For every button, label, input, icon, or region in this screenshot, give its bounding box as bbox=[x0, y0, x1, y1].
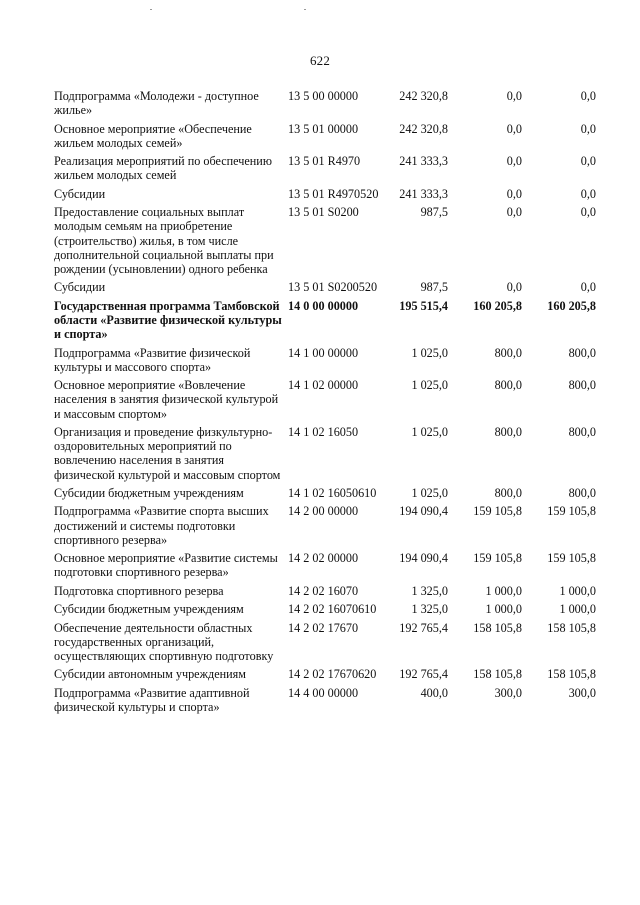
row-amount-3: 1 000,0 bbox=[559, 583, 596, 598]
table-row bbox=[54, 667, 616, 681]
row-amount-1: 1 025,0 bbox=[411, 378, 448, 393]
row-amount-1: 400,0 bbox=[420, 685, 448, 700]
row-amount-3: 158 105,8 bbox=[547, 620, 596, 635]
row-name: Реализация мероприятий по обеспечению жильем молодых семей bbox=[54, 154, 272, 183]
row-amount-1: 242 320,8 bbox=[399, 89, 448, 103]
row-amount-1: 241 333,3 bbox=[399, 154, 448, 169]
row-amount-2: 1 000,0 bbox=[485, 602, 522, 617]
row-target-code: 14 2 02 00000 bbox=[288, 551, 359, 566]
row-name: Организация и проведение физкультурно-оздоровительных мероприятий по вовлечению населения в занятия физической культурой и массовым спортом bbox=[54, 424, 281, 482]
row-amount-2: 158 105,8 bbox=[473, 667, 522, 682]
budget-table bbox=[54, 89, 616, 718]
row-amount-2: 158 105,8 bbox=[473, 620, 522, 635]
row-amount-1: 194 090,4 bbox=[399, 504, 448, 519]
table-row bbox=[54, 584, 616, 598]
row-name: Основное мероприятие «Развитие системы подготовки спортивного резерва» bbox=[54, 551, 278, 580]
row-amount-1: 194 090,4 bbox=[399, 551, 448, 566]
row-amount-2: 0,0 bbox=[506, 280, 522, 295]
row-expense-type-code: 610 bbox=[358, 485, 377, 500]
row-amount-1: 241 333,3 bbox=[399, 186, 448, 201]
table-row bbox=[54, 602, 616, 616]
row-code-cell bbox=[284, 551, 368, 565]
row-amount-2: 159 105,8 bbox=[473, 504, 522, 519]
row-amount-1: 1 025,0 bbox=[411, 485, 448, 500]
row-code-cell bbox=[284, 89, 368, 103]
row-amount-3: 0,0 bbox=[580, 205, 596, 220]
row-amount-2: 800,0 bbox=[494, 424, 522, 439]
row-code-cell bbox=[284, 122, 368, 136]
row-amount-1: 987,5 bbox=[420, 280, 448, 295]
row-code-cell bbox=[284, 186, 379, 201]
row-amount-1: 195 515,4 bbox=[399, 298, 448, 313]
row-expense-type-code: 620 bbox=[358, 667, 377, 682]
row-amount-3: 800,0 bbox=[568, 345, 596, 360]
row-amount-3: 0,0 bbox=[580, 154, 596, 169]
row-amount-3: 159 105,8 bbox=[547, 504, 596, 519]
row-name: Субсидии бюджетным учреждениям bbox=[54, 485, 244, 500]
row-amount-3: 159 105,8 bbox=[547, 551, 596, 566]
row-target-code: 13 5 00 00000 bbox=[288, 89, 359, 103]
row-amount-2: 800,0 bbox=[494, 485, 522, 500]
row-target-code: 14 0 00 00000 bbox=[288, 298, 359, 313]
row-expense-type-code: 520 bbox=[360, 186, 379, 201]
row-code-cell bbox=[284, 425, 368, 439]
table-row bbox=[54, 346, 616, 374]
row-amount-1: 1 025,0 bbox=[411, 345, 448, 360]
row-amount-1: 242 320,8 bbox=[399, 121, 448, 136]
row-amount-1: 1 325,0 bbox=[411, 602, 448, 617]
row-expense-type-code: 520 bbox=[358, 280, 378, 295]
row-name: Основное мероприятие «Вовлечение населения в занятия физической культурой и массовым спортом» bbox=[54, 378, 279, 421]
row-amount-2: 0,0 bbox=[506, 205, 522, 220]
row-target-code: 14 2 02 17670 bbox=[288, 667, 359, 682]
table-row bbox=[54, 486, 616, 500]
row-target-code: 14 2 02 16070 bbox=[288, 602, 359, 617]
row-target-code: 14 1 02 00000 bbox=[288, 378, 359, 393]
row-amount-1: 1 025,0 bbox=[411, 424, 448, 439]
row-amount-3: 1 000,0 bbox=[559, 602, 596, 617]
row-amount-3: 0,0 bbox=[580, 280, 596, 295]
row-name: Предоставление социальных выплат молодым семьям на приобретение (строительство) жилья, в том числе дополнительной социальной выплаты при рождении (усыновлении) одного ребенка bbox=[54, 205, 274, 276]
row-amount-3: 800,0 bbox=[568, 378, 596, 393]
table-row bbox=[54, 299, 616, 342]
row-target-code: 13 5 01 S0200 bbox=[288, 205, 359, 220]
row-name: Субсидии бюджетным учреждениям bbox=[54, 602, 244, 617]
row-code-cell bbox=[284, 154, 368, 168]
row-name: Субсидии автономным учреждениям bbox=[54, 667, 246, 682]
row-amount-2: 800,0 bbox=[494, 378, 522, 393]
row-amount-3: 0,0 bbox=[580, 121, 596, 136]
row-name: Подпрограмма «Развитие адаптивной физической культуры и спорта» bbox=[54, 685, 250, 714]
row-target-code: 14 1 00 00000 bbox=[288, 345, 359, 360]
row-target-code: 14 2 02 16070 bbox=[288, 583, 359, 598]
row-amount-1: 192 765,4 bbox=[399, 620, 448, 635]
row-code-cell bbox=[284, 378, 368, 392]
table-row bbox=[54, 621, 616, 664]
row-name: Подпрограмма «Молодежи - доступное жилье» bbox=[54, 89, 259, 118]
row-name: Субсидии bbox=[54, 280, 106, 295]
row-code-cell bbox=[284, 621, 368, 635]
row-name: Основное мероприятие «Обеспечение жильем молодых семей» bbox=[54, 121, 252, 150]
table-row bbox=[54, 122, 616, 150]
table-row bbox=[54, 551, 616, 579]
row-code-cell bbox=[284, 280, 378, 295]
table-row bbox=[54, 378, 616, 421]
row-amount-1: 987,5 bbox=[420, 205, 448, 220]
table-row bbox=[54, 280, 616, 294]
row-amount-2: 160 205,8 bbox=[473, 298, 522, 313]
table-row bbox=[54, 425, 616, 482]
table-row bbox=[54, 205, 616, 276]
row-code-cell bbox=[284, 584, 368, 598]
row-target-code: 13 5 01 S0200 bbox=[288, 280, 359, 295]
row-target-code: 13 5 01 R4970 bbox=[288, 154, 361, 169]
row-amount-2: 0,0 bbox=[506, 89, 522, 103]
row-amount-3: 0,0 bbox=[580, 186, 596, 201]
row-name: Государственная программа Тамбовской области «Развитие физической культуры и спорта» bbox=[54, 298, 282, 342]
row-amount-3: 158 105,8 bbox=[547, 667, 596, 682]
scan-speck bbox=[150, 9, 152, 10]
row-amount-2: 300,0 bbox=[494, 685, 522, 700]
row-amount-3: 0,0 bbox=[580, 89, 596, 103]
table-row bbox=[54, 504, 616, 547]
row-target-code: 14 1 02 16050 bbox=[288, 424, 359, 439]
row-amount-3: 160 205,8 bbox=[547, 298, 596, 313]
row-code-cell bbox=[284, 205, 368, 219]
row-target-code: 13 5 01 00000 bbox=[288, 121, 359, 136]
row-name: Подпрограмма «Развитие физической культуры и массового спорта» bbox=[54, 345, 251, 374]
row-target-code: 13 5 01 R4970 bbox=[288, 186, 361, 201]
row-name: Подпрограмма «Развитие спорта высших достижений и системы подготовки спортивного резерва» bbox=[54, 504, 269, 547]
row-amount-1: 192 765,4 bbox=[399, 667, 448, 682]
row-amount-3: 800,0 bbox=[568, 485, 596, 500]
row-code-cell bbox=[284, 346, 368, 360]
table-row bbox=[54, 686, 616, 714]
row-amount-2: 0,0 bbox=[506, 186, 522, 201]
row-name: Субсидии bbox=[54, 186, 106, 201]
row-name: Обеспечение деятельности областных государственных организаций, осуществляющих спортивную подготовку bbox=[54, 620, 274, 663]
row-code-cell bbox=[284, 299, 368, 313]
row-amount-1: 1 325,0 bbox=[411, 583, 448, 598]
row-amount-3: 300,0 bbox=[568, 685, 596, 700]
row-amount-3: 800,0 bbox=[568, 424, 596, 439]
row-code-cell bbox=[284, 485, 377, 500]
row-amount-2: 0,0 bbox=[506, 121, 522, 136]
row-target-code: 14 2 00 00000 bbox=[288, 504, 359, 519]
row-target-code: 14 1 02 16050 bbox=[288, 485, 359, 500]
row-amount-2: 159 105,8 bbox=[473, 551, 522, 566]
table-row bbox=[54, 89, 616, 117]
row-code-cell bbox=[284, 504, 368, 518]
row-name: Подготовка спортивного резерва bbox=[54, 583, 224, 598]
row-code-cell bbox=[284, 667, 377, 682]
row-amount-2: 1 000,0 bbox=[485, 583, 522, 598]
row-target-code: 14 2 02 17670 bbox=[288, 620, 359, 635]
row-amount-2: 0,0 bbox=[506, 154, 522, 169]
table-row bbox=[54, 187, 616, 201]
row-amount-2: 800,0 bbox=[494, 345, 522, 360]
row-code-cell bbox=[284, 686, 368, 700]
row-expense-type-code: 610 bbox=[358, 602, 377, 617]
scan-speck bbox=[304, 9, 306, 10]
table-row bbox=[54, 154, 616, 182]
page-number: 622 bbox=[309, 53, 331, 68]
row-code-cell bbox=[284, 602, 377, 617]
row-target-code: 14 4 00 00000 bbox=[288, 685, 359, 700]
